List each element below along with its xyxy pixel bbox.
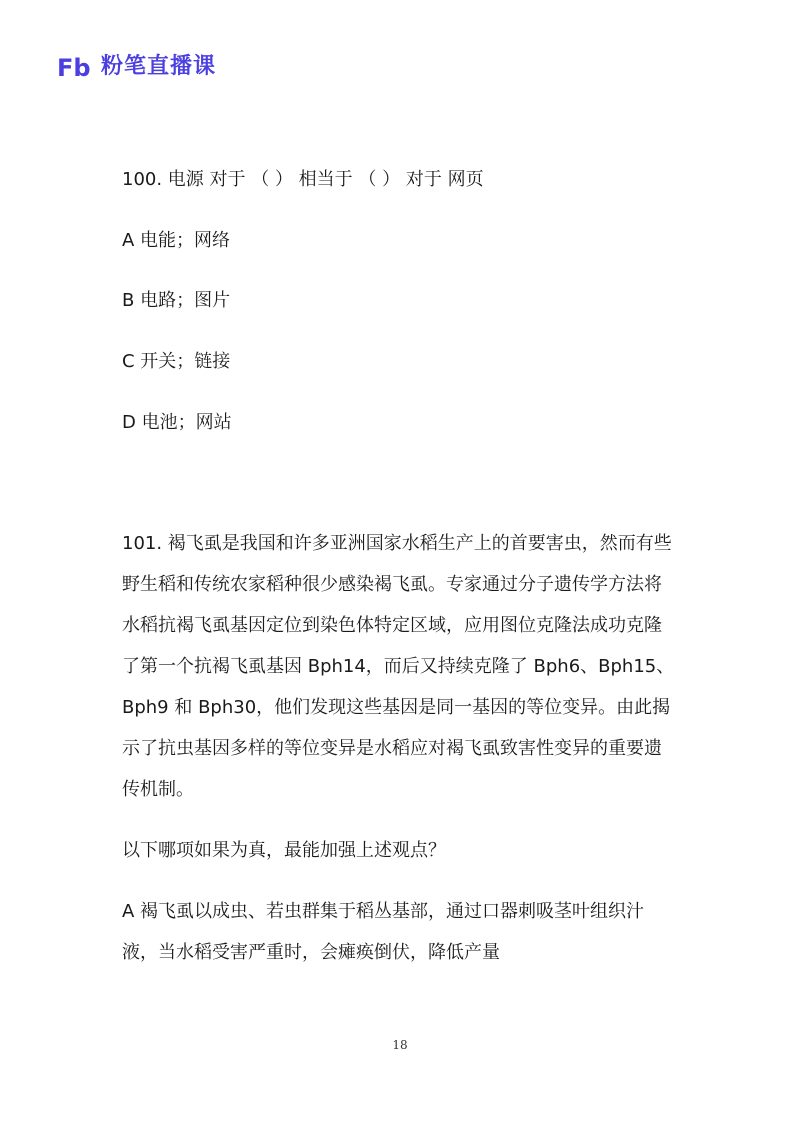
q101-stem-line: 水稻抗褐飞虱基因定位到染色体特定区域，应用图位克隆法成功克隆 (122, 615, 662, 636)
q101-option-a-line: 液，当水稻受害严重时，会瘫痪倒伏，降低产量 (122, 942, 500, 963)
fenbi-logo-icon (57, 54, 93, 80)
q101-stem-line: 示了抗虫基因多样的等位变异是水稻应对褐飞虱致害性变异的重要遗 (122, 738, 662, 759)
q101-question: 以下哪项如果为真，最能加强上述观点？ (122, 840, 446, 861)
brand-logo (57, 52, 216, 82)
page-number: 18 (392, 1038, 408, 1052)
logo-mark-text: Fb (57, 54, 91, 80)
q100-stem: 100. 电源 对于 （ ） 相当于 （ ） 对于 网页 (122, 169, 484, 190)
brand-name: 粉笔直播课 (101, 54, 217, 79)
q101-stem-line: 了第一个抗褐飞虱基因 Bph14，而后又持续克隆了 Bph6、Bph15、 (122, 656, 675, 677)
q101-stem-line: Bph9 和 Bph30，他们发现这些基因是同一基因的等位变异。由此揭 (122, 697, 671, 718)
q100-option-c: C 开关；链接 (122, 351, 231, 372)
q100-option-b: B 电路；图片 (122, 290, 231, 311)
q101-stem-line: 101. 褐飞虱是我国和许多亚洲国家水稻生产上的首要害虫，然而有些 (122, 533, 672, 554)
q101-stem-line: 传机制。 (122, 779, 194, 800)
q100-option-a: A 电能；网络 (122, 230, 231, 251)
q101-stem-line: 野生稻和传统农家稻种很少感染褐飞虱。专家通过分子遗传学方法将 (122, 574, 662, 595)
q100-option-d: D 电池；网站 (122, 412, 232, 433)
q101-option-a-line: A 褐飞虱以成虫、若虫群集于稻丛基部，通过口器刺吸茎叶组织汁 (122, 901, 645, 922)
